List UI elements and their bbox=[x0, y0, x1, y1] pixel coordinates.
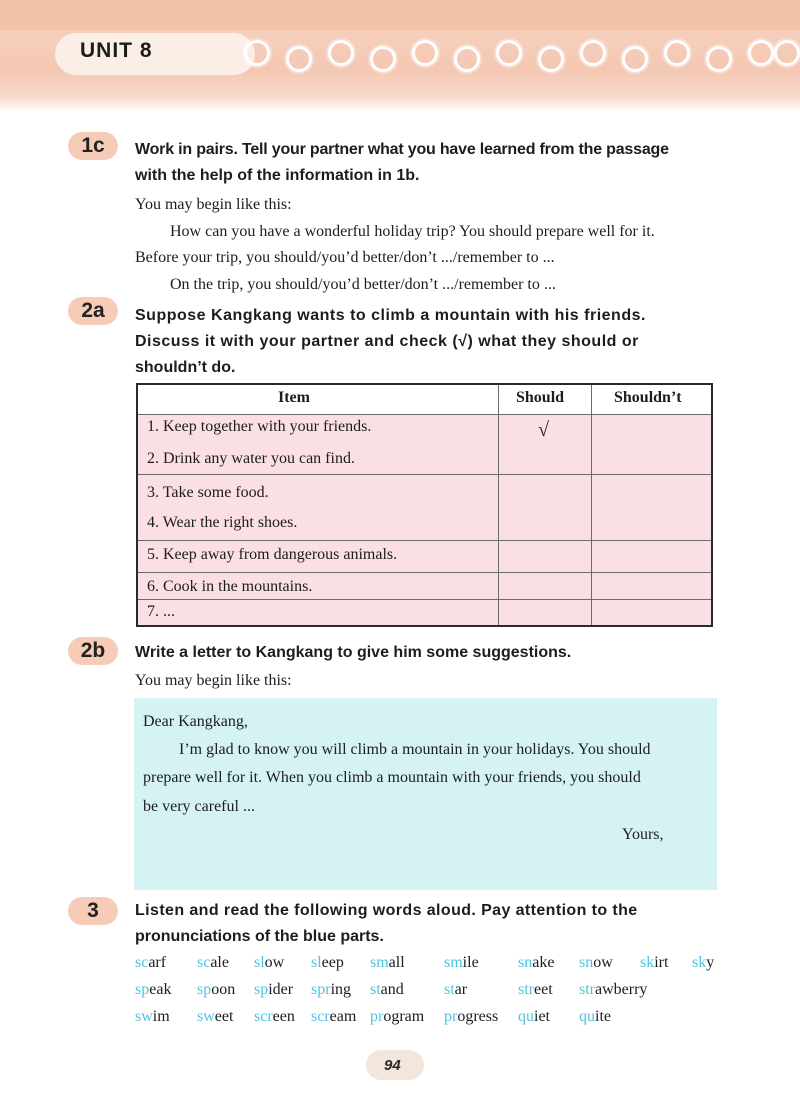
ring-decoration bbox=[622, 46, 648, 72]
word-rest: y bbox=[706, 954, 715, 971]
word-blue-part: spr bbox=[311, 981, 331, 998]
word-item bbox=[444, 981, 467, 999]
word-item bbox=[640, 954, 668, 972]
word-rest: ider bbox=[268, 981, 294, 998]
word-item bbox=[254, 954, 284, 972]
table-row: 6. Cook in the mountains. bbox=[147, 578, 313, 595]
word-blue-part: sk bbox=[640, 954, 655, 971]
word-rest: ogram bbox=[383, 1008, 425, 1025]
word-rest: een bbox=[272, 1008, 295, 1025]
word-item bbox=[518, 1008, 550, 1026]
word-blue-part: qu bbox=[518, 1008, 534, 1025]
word-blue-part: qu bbox=[579, 1008, 595, 1025]
section-badge-2a: 2a bbox=[68, 297, 118, 325]
word-blue-part: st bbox=[370, 981, 381, 998]
row-divider bbox=[138, 474, 711, 475]
section-badge-1c: 1c bbox=[68, 132, 118, 160]
page-number: 94 bbox=[384, 1057, 401, 1074]
word-rest: ite bbox=[595, 1008, 611, 1025]
word-rest: ale bbox=[210, 954, 229, 971]
word-rest: ogress bbox=[457, 1008, 499, 1025]
word-item bbox=[311, 1008, 356, 1026]
check-mark: √ bbox=[538, 419, 549, 441]
instruction-1c-line2: with the help of the information in 1b. bbox=[135, 167, 420, 184]
checklist-table bbox=[136, 383, 713, 627]
word-blue-part: pr bbox=[370, 1008, 384, 1025]
word-blue-part: pr bbox=[444, 1008, 458, 1025]
table-row: 3. Take some food. bbox=[147, 484, 269, 501]
word-blue-part: str bbox=[518, 981, 534, 998]
word-rest: all bbox=[388, 954, 405, 971]
instruction-3-line2: pronunciations of the blue parts. bbox=[135, 928, 384, 945]
word-item bbox=[370, 981, 404, 999]
word-item bbox=[135, 1008, 170, 1026]
word-rest: awberry bbox=[595, 981, 648, 998]
header-should: Should bbox=[516, 389, 565, 406]
section-badge-2b: 2b bbox=[68, 637, 118, 665]
table-row: 2. Drink any water you can find. bbox=[147, 450, 355, 467]
word-item bbox=[197, 954, 229, 972]
table-row: 7. ... bbox=[147, 603, 175, 620]
word-item bbox=[692, 954, 714, 972]
word-rest: eam bbox=[329, 1008, 357, 1025]
word-blue-part: sp bbox=[254, 981, 269, 998]
body-1c-line2: Before your trip, you should/you’d better/don’t .../remember to ... bbox=[135, 249, 555, 266]
word-item bbox=[444, 954, 479, 972]
unit-title: UNIT 8 bbox=[80, 39, 153, 62]
ring-decoration bbox=[706, 46, 732, 72]
word-rest: ing bbox=[330, 981, 352, 998]
ring-decoration bbox=[748, 40, 774, 66]
word-item bbox=[311, 954, 344, 972]
letter-line3: be very careful ... bbox=[143, 798, 255, 815]
word-blue-part: sp bbox=[197, 981, 212, 998]
word-rest: oon bbox=[211, 981, 236, 998]
word-rest: arf bbox=[148, 954, 167, 971]
word-item bbox=[311, 981, 351, 999]
letter-line2: prepare well for it. When you climb a mountain with your friends, you should bbox=[143, 769, 641, 786]
word-rest: iet bbox=[534, 1008, 550, 1025]
column-divider bbox=[591, 385, 592, 625]
header-item: Item bbox=[278, 389, 310, 406]
word-item bbox=[197, 1008, 233, 1026]
instruction-3-line1: Listen and read the following words aloud. Pay attention to the bbox=[135, 902, 638, 919]
table-row: 1. Keep together with your friends. bbox=[147, 418, 372, 435]
column-divider bbox=[498, 385, 499, 625]
word-blue-part: sl bbox=[254, 954, 265, 971]
word-rest: irt bbox=[654, 954, 669, 971]
table-row: 4. Wear the right shoes. bbox=[147, 514, 298, 531]
ring-decoration bbox=[774, 40, 800, 66]
word-item bbox=[135, 954, 166, 972]
ring-decoration bbox=[664, 40, 690, 66]
word-rest: ow bbox=[264, 954, 285, 971]
row-divider bbox=[138, 599, 711, 600]
letter-line1: I’m glad to know you will climb a mountain in your holidays. You should bbox=[179, 741, 651, 758]
word-rest: im bbox=[152, 1008, 170, 1025]
word-blue-part: scr bbox=[254, 1008, 273, 1025]
intro-1c: You may begin like this: bbox=[135, 196, 292, 213]
word-rest: eak bbox=[149, 981, 172, 998]
letter-salutation: Dear Kangkang, bbox=[143, 713, 248, 730]
word-blue-part: sw bbox=[135, 1008, 153, 1025]
intro-2b: You may begin like this: bbox=[135, 672, 292, 689]
header-shouldnt: Shouldn’t bbox=[614, 389, 682, 406]
word-rest: and bbox=[380, 981, 404, 998]
row-divider bbox=[138, 540, 711, 541]
ring-decoration bbox=[580, 40, 606, 66]
body-1c-line3: On the trip, you should/you’d better/don’t .../remember to ... bbox=[170, 276, 556, 293]
word-item bbox=[444, 1008, 498, 1026]
instruction-2a-line2: Discuss it with your partner and check (√) what they should or bbox=[135, 333, 639, 350]
word-blue-part: str bbox=[579, 981, 595, 998]
letter-closing: Yours, bbox=[622, 826, 664, 843]
instruction-1c-line1: Work in pairs. Tell your partner what you have learned from the passage bbox=[135, 141, 669, 158]
word-item bbox=[370, 954, 405, 972]
ring-decoration bbox=[328, 40, 354, 66]
word-blue-part: st bbox=[444, 981, 455, 998]
word-item bbox=[518, 981, 553, 999]
word-blue-part: sm bbox=[444, 954, 463, 971]
word-blue-part: sm bbox=[370, 954, 389, 971]
word-item bbox=[197, 981, 235, 999]
word-item bbox=[254, 1008, 295, 1026]
letter-box bbox=[134, 698, 717, 890]
instruction-2b: Write a letter to Kangkang to give him some suggestions. bbox=[135, 644, 572, 661]
ring-decoration bbox=[454, 46, 480, 72]
ring-decoration bbox=[370, 46, 396, 72]
word-item bbox=[579, 1008, 611, 1026]
table-row: 5. Keep away from dangerous animals. bbox=[147, 546, 398, 563]
word-rest: ake bbox=[532, 954, 555, 971]
ring-decoration bbox=[286, 46, 312, 72]
page-header bbox=[0, 0, 800, 100]
word-rest: ile bbox=[462, 954, 479, 971]
word-item bbox=[254, 981, 293, 999]
header-fade bbox=[0, 98, 800, 112]
word-blue-part: sp bbox=[135, 981, 150, 998]
word-blue-part: sk bbox=[692, 954, 707, 971]
ring-decoration bbox=[412, 40, 438, 66]
instruction-2a-line3: shouldn’t do. bbox=[135, 359, 236, 376]
word-item bbox=[518, 954, 554, 972]
word-blue-part: sl bbox=[311, 954, 322, 971]
ring-decoration bbox=[538, 46, 564, 72]
word-blue-part: sw bbox=[197, 1008, 215, 1025]
header-strip bbox=[0, 0, 800, 30]
word-item bbox=[370, 1008, 424, 1026]
body-1c-line1: How can you have a wonderful holiday trip? You should prepare well for it. bbox=[170, 223, 655, 240]
word-rest: eet bbox=[534, 981, 553, 998]
ring-decoration bbox=[244, 40, 270, 66]
section-badge-3: 3 bbox=[68, 897, 118, 925]
word-item bbox=[579, 981, 647, 999]
word-blue-part: sc bbox=[197, 954, 211, 971]
word-blue-part: sc bbox=[135, 954, 149, 971]
word-blue-part: sn bbox=[518, 954, 533, 971]
word-item bbox=[579, 954, 613, 972]
word-rest: ar bbox=[454, 981, 468, 998]
row-divider bbox=[138, 572, 711, 573]
word-rest: eep bbox=[321, 954, 344, 971]
instruction-2a-line1: Suppose Kangkang wants to climb a mountain with his friends. bbox=[135, 307, 646, 324]
ring-decoration bbox=[496, 40, 522, 66]
word-rest: ow bbox=[593, 954, 613, 971]
word-item bbox=[135, 981, 171, 999]
word-blue-part: scr bbox=[311, 1008, 330, 1025]
word-blue-part: sn bbox=[579, 954, 594, 971]
word-rest: eet bbox=[214, 1008, 234, 1025]
